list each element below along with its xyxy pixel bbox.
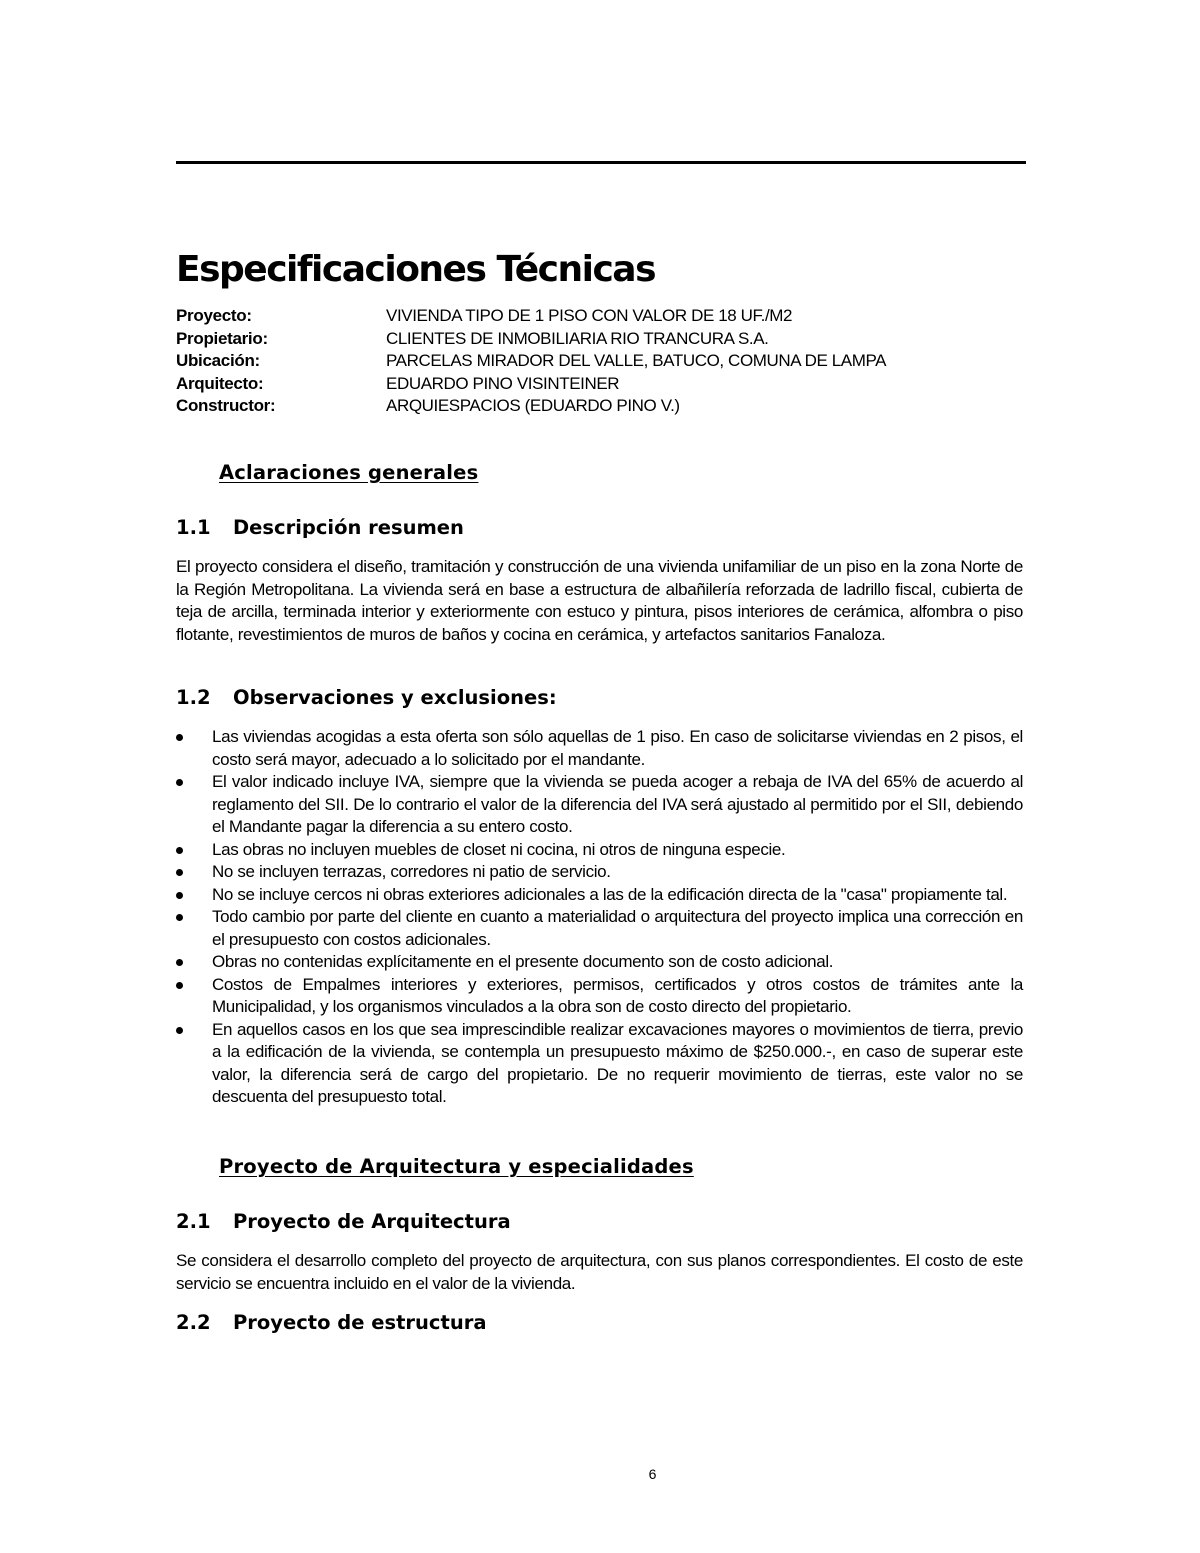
list-item-text: En aquellos casos en los que sea imprescindible realizar excavaciones mayores o movimientos de tierra, previo a la edificación de la vivienda, se contempla un presupuesto máximo de $250.000.-, en caso de superar este valor, la diferencia será de cargo del propietario. De no requerir movimiento de tierras, este valor no se descuenta del presupuesto total. [212,1019,1023,1106]
subsection-title: Proyecto de Arquitectura [233,1210,511,1233]
bullet-icon [176,959,183,966]
bullet-icon [176,869,183,876]
list-item [176,906,1023,951]
document-title: Especificaciones Técnicas [176,249,655,290]
subsection-title: Observaciones y exclusiones: [233,686,557,709]
list-item-text: Obras no contenidas explícitamente en el presente documento son de costo adicional. [212,952,834,971]
subsection-heading-2-2 [176,1310,486,1336]
list-item-text: Las viviendas acogidas a esta oferta son sólo aquellas de 1 piso. En caso de solicitarse viviendas en 2 pisos, el costo será mayor, adecuado a lo solicitado por el mandante. [212,727,1023,769]
page-number: 6 [648,1466,657,1482]
list-item [176,726,1023,771]
project-info-row [176,373,1026,396]
list-item-text: El valor indicado incluye IVA, siempre que la vivienda se pueda acoger a rebaja de IVA del 65% de acuerdo al reglamento del SII. De lo contrario el valor de la diferencia del IVA será ajustado al permitido por el SII, debiendo el Mandante pagar la diferencia a su entero costo. [212,772,1023,836]
section-heading-aclaraciones: Aclaraciones generales [219,461,479,484]
subsection-number: 2.2 [176,1311,211,1334]
list-item [176,839,1023,862]
list-item [176,974,1023,1019]
project-info-value: PARCELAS MIRADOR DEL VALLE, BATUCO, COMUNA DE LAMPA [386,351,887,370]
list-item [176,1019,1023,1109]
bullet-icon [176,982,183,989]
header-rule [176,161,1026,164]
bullet-icon [176,914,183,921]
project-info-label: Propietario: [176,328,268,348]
bullet-icon [176,847,183,854]
project-info-value: EDUARDO PINO VISINTEINER [386,373,620,393]
list-item [176,861,1023,884]
list-item [176,951,1023,974]
subsection-title: Proyecto de estructura [233,1311,487,1334]
project-info-label: Arquitecto: [176,373,264,393]
subsection-title: Descripción resumen [233,516,464,539]
bullet-icon [176,779,183,786]
subsection-number: 2.1 [176,1210,211,1233]
project-info-value: VIVIENDA TIPO DE 1 PISO CON VALOR DE 18 UF./M2 [386,306,793,325]
paragraph-arquitectura: Se considera el desarrollo completo del proyecto de arquitectura, con sus planos correspondientes. El costo de este servicio se encuentra incluido en el valor de la vivienda. [176,1251,1023,1293]
project-info-value: CLIENTES DE INMOBILIARIA RIO TRANCURA S.A. [386,328,769,348]
subsection-heading-1-1 [176,515,464,541]
project-info-row [176,305,1026,328]
list-item-text: No se incluye cercos ni obras exteriores adicionales a las de la edificación directa de la "casa" propiamente tal. [212,884,1008,904]
project-info-row [176,350,1026,373]
list-item-text: Costos de Empalmes interiores y exteriores, permisos, certificados y otros costos de trámites ante la Municipalidad, y los organismos vinculados a la obra son de costo directo del propietario. [212,974,1023,1016]
project-info [176,305,1026,418]
project-info-row [176,395,1026,418]
bullet-icon [176,1027,183,1034]
subsection-heading-1-2 [176,685,557,711]
exclusions-list [176,726,1023,1109]
project-info-label: Ubicación: [176,351,260,370]
subsection-number: 1.1 [176,516,211,539]
subsection-number: 1.2 [176,686,211,709]
project-info-label: Constructor: [176,396,276,415]
list-item-text: Las obras no incluyen muebles de closet ni cocina, ni otros de ninguna especie. [212,839,786,859]
bullet-icon [176,892,183,899]
list-item [176,884,1023,907]
list-item-text: Todo cambio por parte del cliente en cuanto a materialidad o arquitectura del proyecto implica una corrección en el presupuesto con costos adicionales. [212,907,1023,949]
list-item [176,771,1023,839]
section-heading-proyecto: Proyecto de Arquitectura y especialidades [219,1155,694,1178]
project-info-value: ARQUIESPACIOS (EDUARDO PINO V.) [386,396,680,415]
project-info-label: Proyecto: [176,306,252,325]
bullet-icon [176,734,183,741]
list-item-text: No se incluyen terrazas, corredores ni patio de servicio. [212,862,611,881]
project-info-row [176,328,1026,351]
subsection-heading-2-1 [176,1209,511,1235]
paragraph-descripcion: El proyecto considera el diseño, tramitación y construcción de una vivienda unifamiliar de un piso en la zona Norte de la Región Metropolitana. La vivienda será en base a estructura de albañilería reforzada de ladrillo fiscal, cubierta de teja de arcilla, terminada interior y exteriormente con estuco y pintura, pisos interiores de cerámica, alfombra o piso flotante, revestimientos de muros de baños y cocina en cerámica, y artefactos sanitarios Fanaloza. [176,557,1023,644]
